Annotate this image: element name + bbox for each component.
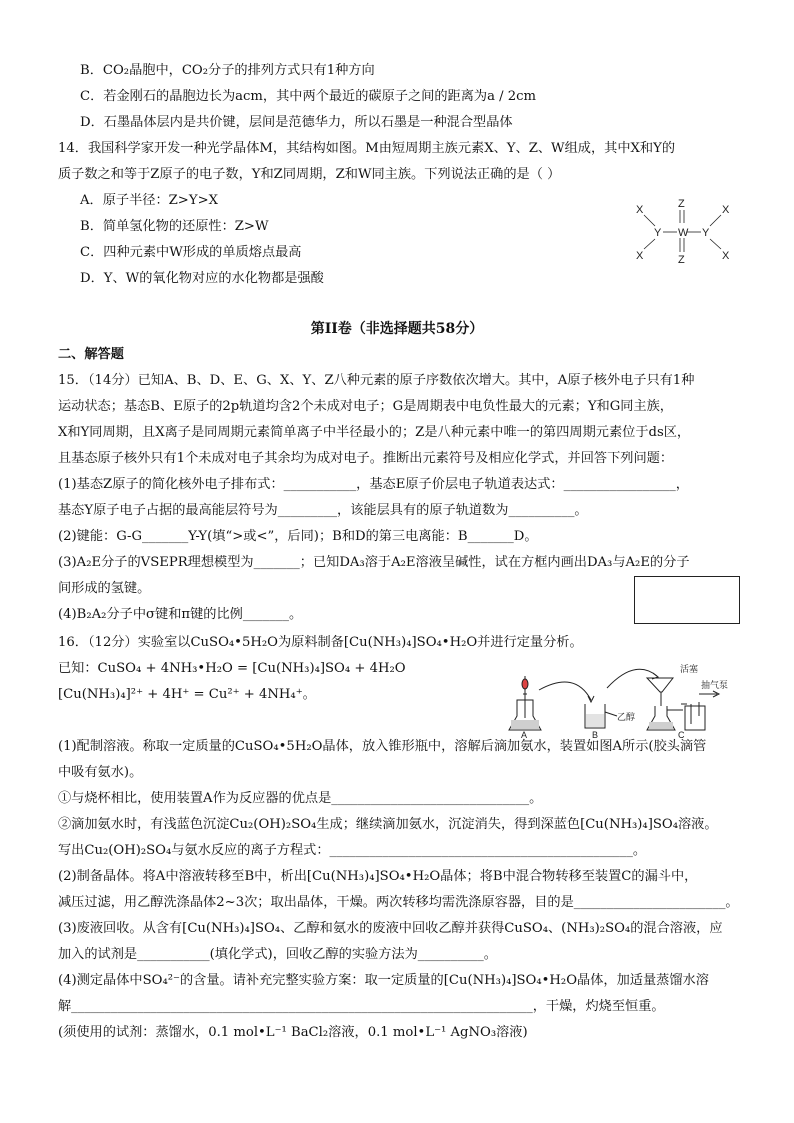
q16-line12: 加入的试剂是___________(填化学式)，回收乙醇的实验方法为__________。 xyxy=(58,947,497,962)
apparatus-label-b: B xyxy=(592,730,599,738)
struct-z-top: Z xyxy=(678,198,685,210)
q16-line10: 减压过滤，用乙醇洗涤晶体2~3次；取出晶体，干燥。两次转移均需洗涤原容器，目的是_______________________。 xyxy=(58,895,739,910)
q16-line15: (须使用的试剂：蒸馏水，0.1 mol•L⁻¹ BaCl₂溶液，0.1 mol•L⁻¹ AgNO₃溶液) xyxy=(58,1025,528,1040)
q14-structure-diagram xyxy=(630,195,740,267)
q14-stem-line2: 质子数之和等于Z原子的电子数，Y和Z同周期，Z和W同主族。下列说法正确的是（ ） xyxy=(58,167,561,182)
apparatus-label-c: C xyxy=(678,730,685,738)
apparatus-label-pump: 抽气泵 xyxy=(701,680,729,690)
struct-x-topright: X xyxy=(722,204,730,216)
q15-line1: 15．（14分）已知A、B、D、E、G、X、Y、Z八种元素的原子序数依次增大。其中，A原子核外电子只有1种 xyxy=(58,373,695,388)
struct-y-left: Y xyxy=(654,227,662,239)
q16-line13: (4)测定晶体中SO₄²⁻的含量。请补充完整实验方案：取一定质量的[Cu(NH₃)₄]SO₄•H₂O晶体，加适量蒸馏水溶 xyxy=(58,973,709,988)
q16-line3: [Cu(NH₃)₄]²⁺ + 4H⁺ = Cu²⁺ + 4NH₄⁺。 xyxy=(58,687,316,702)
q15-line8: (3)A₂E分子的VSEPR理想模型为_______；已知DA₃溶于A₂E溶液呈碱性，试在方框内画出DA₃与A₂E的分子 xyxy=(58,555,690,570)
q16-line8: 写出Cu₂(OH)₂SO₄与氨水反应的离子方程式：______________________________________________。 xyxy=(58,843,647,858)
section-heading: 二、解答题 xyxy=(58,347,124,362)
q16-line14: 解______________________________________________________________________，干燥，灼烧至恒重。 xyxy=(58,999,665,1014)
struct-w: W xyxy=(678,227,689,239)
q16-line1: 16．（12分）实验室以CuSO₄•5H₂O为原料制备[Cu(NH₃)₄]SO₄•H₂O并进行定量分析。 xyxy=(58,635,583,650)
q14-option-c: C．四种元素中W形成的单质熔点最高 xyxy=(80,245,302,260)
struct-z-bottom: Z xyxy=(678,254,685,266)
q15-line9: 间形成的氢键。 xyxy=(58,581,151,596)
q15-line10: (4)B₂A₂分子中σ键和π键的比例_______。 xyxy=(58,607,303,622)
q15-line6: 基态Y原子电子占据的最高能层符号为_________，该能层具有的原子轨道数为__________。 xyxy=(58,503,588,518)
q14-option-a: A．原子半径：Z>Y>X xyxy=(80,193,219,208)
q16-line9: (2)制备晶体。将A中溶液转移至B中，析出[Cu(NH₃)₄]SO₄•H₂O晶体；将B中混合物转移至装置C的漏斗中， xyxy=(58,869,698,884)
apparatus-label-a: A xyxy=(521,730,528,738)
struct-x-topleft: X xyxy=(636,204,644,216)
struct-x-bottomright: X xyxy=(722,250,730,262)
q16-line6: ①与烧杯相比，使用装置A作为反应器的优点是______________________________。 xyxy=(58,791,543,806)
q14-option-b: B．简单氢化物的还原性：Z>W xyxy=(80,219,269,234)
struct-x-bottomleft: X xyxy=(636,250,644,262)
q13-option-c: C．若金刚石的晶胞边长为acm，其中两个最近的碳原子之间的距离为a / 2cm xyxy=(80,89,537,104)
q13-option-d: D．石墨晶体层内是共价键，层间是范德华力，所以石墨是一种混合型晶体 xyxy=(80,115,513,130)
apparatus-label-ethanol: 乙醇 xyxy=(617,712,636,722)
q14-option-d: D．Y、W的氧化物对应的水化物都是强酸 xyxy=(80,271,324,286)
struct-y-right: Y xyxy=(702,227,710,239)
q15-line5: (1)基态Z原子的简化核外电子排布式：___________，基态E原子价层电子轨道表达式：_________________， xyxy=(58,477,689,492)
q14-stem-line1: 14．我国科学家开发一种光学晶体M，其结构如图。M由短周期主族元素X、Y、Z、W组成，其中X和Y的 xyxy=(58,141,676,156)
hydrogen-bond-answer-box[interactable] xyxy=(634,576,740,624)
apparatus-diagram xyxy=(505,660,740,738)
q13-option-b: B．CO₂晶胞中，CO₂分子的排列方式只有1种方向 xyxy=(80,63,375,78)
q15-line4: 且基态原子核外只有1个未成对电子其余均为成对电子。推断出元素符号及相应化学式，并回答下列问题： xyxy=(58,451,674,466)
q15-line3: X和Y同周期，且X离子是同周期元素简单离子中半径最小的；Z是八种元素中唯一的第四周期元素位于ds区， xyxy=(58,425,691,440)
q16-line7: ②滴加氨水时，有浅蓝色沉淀Cu₂(OH)₂SO₄生成；继续滴加氨水，沉淀消失，得到深蓝色[Cu(NH₃)₄]SO₄溶液。 xyxy=(58,817,718,832)
q15-line2: 运动状态；基态B、E原子的2p轨道均含2个未成对电子；G是周期表中电负性最大的元素；Y和G同主族， xyxy=(58,399,673,414)
q15-line7: (2)键能：G-G_______Y-Y(填“>或<”，后同)；B和D的第三电离能：B_______D。 xyxy=(58,529,538,544)
part2-title: 第II卷（非选择题共58分） xyxy=(310,321,484,337)
q16-line5: 中吸有氨水)。 xyxy=(58,765,143,780)
apparatus-label-valve: 活塞 xyxy=(680,664,699,674)
q16-line4: (1)配制溶液。称取一定质量的CuSO₄•5H₂O晶体，放入锥形瓶中，溶解后滴加氨水，装置如图A所示(胶头滴管 xyxy=(58,739,707,754)
q16-line11: (3)废液回收。从含有[Cu(NH₃)₄]SO₄、乙醇和氨水的废液中回收乙醇并获得CuSO₄、(NH₃)₂SO₄的混合溶液，应 xyxy=(58,921,723,936)
q16-line2: 已知：CuSO₄ + 4NH₃•H₂O = [Cu(NH₃)₄]SO₄ + 4H₂O xyxy=(58,661,406,676)
